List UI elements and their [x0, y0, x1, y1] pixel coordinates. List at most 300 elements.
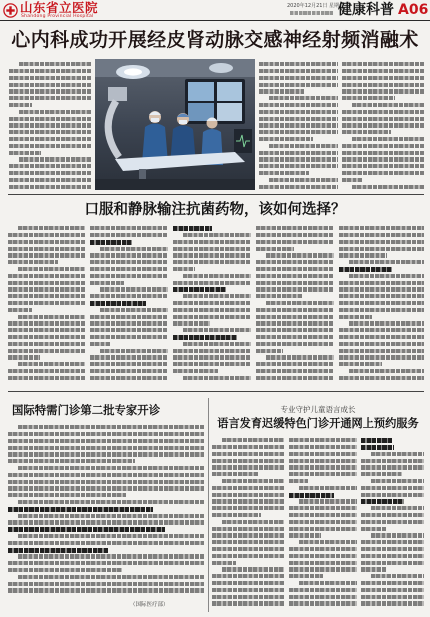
subheading-line [8, 548, 108, 553]
text-line [339, 349, 424, 353]
text-line [8, 486, 204, 490]
subheading-line [361, 445, 394, 450]
text-line [212, 465, 284, 469]
text-line [256, 294, 303, 298]
text-line [342, 171, 424, 175]
subheading-line [289, 493, 334, 498]
text-line [212, 506, 284, 510]
text-line [90, 362, 168, 366]
text-line [90, 369, 168, 373]
text-line [256, 335, 334, 339]
text-line [9, 130, 91, 134]
text-line [90, 226, 168, 230]
text-line [212, 588, 284, 592]
text-line [259, 89, 304, 93]
article-divider [8, 391, 424, 392]
text-line [8, 369, 85, 373]
text-line [342, 76, 424, 80]
text-line [361, 465, 424, 469]
text-line [90, 335, 168, 339]
text-line [222, 520, 284, 524]
text-line [259, 117, 338, 121]
text-line [9, 178, 91, 182]
text-line [8, 520, 204, 524]
text-line [9, 123, 91, 127]
text-line [361, 540, 424, 544]
article-rdn-headline: 心内科成功开展经皮肾动脉交感神经射频消融术 [11, 29, 419, 51]
text-line [173, 253, 251, 257]
c-arm-head [108, 87, 127, 101]
article-antibiotics-body-column [256, 225, 334, 387]
subheading-line [173, 226, 212, 231]
text-line [259, 151, 338, 155]
text-line [212, 486, 284, 490]
text-line [361, 520, 424, 524]
text-line [289, 445, 357, 449]
text-line [266, 253, 334, 257]
text-line [212, 452, 284, 456]
article-language-clinic-kicker: 专业守护儿童语言成长 [280, 405, 356, 414]
text-line [361, 486, 424, 490]
floor [95, 179, 255, 190]
text-line [289, 567, 357, 571]
text-line [90, 355, 168, 359]
text-line [100, 308, 168, 312]
subheading-line [173, 287, 226, 292]
text-line [183, 274, 251, 278]
text-line [361, 493, 424, 497]
text-line [299, 581, 357, 585]
text-line [19, 62, 91, 66]
text-line [361, 527, 386, 531]
text-line [256, 362, 334, 366]
text-line [361, 547, 424, 551]
text-line [212, 527, 284, 531]
text-line [212, 581, 284, 585]
text-line [371, 533, 424, 537]
subheading-line [90, 240, 132, 245]
text-line [259, 69, 338, 73]
text-line [90, 260, 168, 264]
text-line [352, 185, 424, 189]
text-line [256, 247, 294, 251]
doctor-mask [179, 120, 187, 124]
text-line [8, 260, 58, 264]
text-line [299, 499, 357, 503]
text-line [8, 301, 85, 305]
issue-date: 2020年12月21日 星期一 [287, 3, 345, 9]
text-line [18, 575, 204, 579]
text-line [349, 274, 424, 278]
text-line [18, 514, 204, 518]
article-antibiotics-body-column [8, 225, 85, 387]
text-line [8, 294, 85, 298]
article-language-clinic-headline: 语言发育迟缓特色门诊开通网上预约服务 [217, 417, 419, 430]
text-line [269, 144, 338, 148]
article-international-clinic-headline: 国际特需门诊第二批专家开诊 [12, 403, 161, 417]
article-divider [8, 194, 424, 195]
text-line [339, 362, 382, 366]
text-line [9, 76, 91, 80]
text-line [339, 301, 424, 305]
text-line [8, 452, 204, 456]
text-line [256, 233, 334, 237]
text-line [339, 281, 424, 285]
text-line [173, 240, 251, 244]
text-line [212, 554, 284, 558]
subheading-line [90, 301, 146, 306]
text-line [361, 554, 424, 558]
text-line [349, 369, 424, 373]
text-line [8, 253, 85, 257]
text-line [289, 438, 357, 442]
text-line [8, 281, 85, 285]
text-line [90, 315, 168, 319]
text-line [19, 157, 91, 161]
column-divider [208, 398, 209, 612]
text-line [289, 465, 357, 469]
text-line [18, 362, 85, 366]
text-line [212, 547, 284, 551]
text-line [289, 459, 357, 463]
article-antibiotics-body-column [90, 225, 168, 387]
text-line [259, 164, 338, 168]
text-line [222, 479, 284, 483]
text-line [289, 520, 357, 524]
article-rdn-body-column [342, 61, 424, 191]
text-line [371, 452, 424, 456]
text-line [342, 164, 424, 168]
text-line [289, 533, 321, 537]
text-line [9, 89, 91, 93]
text-line [8, 349, 85, 353]
editor-line [290, 11, 334, 15]
text-line [339, 253, 387, 257]
text-line [8, 308, 32, 312]
text-line [100, 287, 168, 291]
text-line [339, 328, 424, 332]
text-line [339, 233, 424, 237]
text-line [90, 267, 168, 271]
text-line [9, 171, 91, 175]
article-language-clinic-body-column [361, 437, 424, 609]
text-line [90, 281, 124, 285]
text-line [173, 260, 251, 264]
text-line [259, 185, 338, 189]
text-line [361, 595, 424, 599]
text-line [342, 123, 424, 127]
text-line [90, 233, 168, 237]
text-line [342, 110, 424, 114]
subheading-line [173, 335, 237, 340]
hospital-logo-icon [3, 3, 18, 18]
monitor-screen [188, 82, 214, 101]
text-line [259, 103, 338, 107]
photo-background [95, 59, 255, 190]
text-line [173, 362, 251, 366]
text-line [183, 233, 251, 237]
text-line [289, 472, 357, 476]
text-line [212, 493, 284, 497]
text-line [352, 137, 424, 141]
text-line [212, 595, 284, 599]
text-line [269, 96, 338, 100]
text-line [299, 486, 357, 490]
text-line [256, 328, 334, 332]
text-line [256, 226, 334, 230]
text-line [256, 315, 334, 319]
text-line [361, 567, 387, 571]
text-line [173, 267, 195, 271]
text-line [9, 117, 91, 121]
text-line [173, 321, 210, 325]
logo-cross-horizontal [6, 9, 14, 11]
text-line [256, 267, 334, 271]
text-line [289, 506, 357, 510]
header-rule [0, 20, 430, 21]
text-line [212, 472, 259, 476]
text-line [173, 355, 251, 359]
subheading-line [361, 499, 404, 504]
text-line [361, 581, 424, 585]
text-line [342, 151, 424, 155]
text-line [256, 287, 334, 291]
text-line [342, 157, 424, 161]
text-line [259, 62, 338, 66]
article-rdn-body-column [259, 61, 338, 191]
text-line [256, 376, 334, 380]
text-line [342, 130, 391, 134]
text-line [9, 96, 91, 100]
text-line [18, 267, 85, 271]
text-line [8, 568, 122, 572]
text-line [212, 459, 284, 463]
monitor-screen [217, 103, 242, 121]
text-line [8, 446, 204, 450]
article-language-clinic-body-column [289, 437, 357, 609]
text-line [299, 540, 357, 544]
text-line [8, 541, 204, 545]
text-line [8, 582, 204, 586]
text-line [173, 315, 251, 319]
text-line [339, 226, 424, 230]
text-line [212, 540, 284, 544]
text-line [339, 335, 424, 339]
text-line [212, 574, 284, 578]
text-line [342, 89, 424, 93]
subheading-line [8, 527, 165, 532]
text-line [173, 308, 251, 312]
text-line [8, 355, 40, 359]
text-line [342, 62, 424, 66]
text-line [18, 226, 85, 230]
ceiling-light-core [124, 68, 142, 75]
text-line [8, 247, 85, 251]
text-line [361, 601, 424, 605]
text-line [100, 247, 168, 251]
text-line [8, 473, 204, 477]
text-line [9, 69, 91, 73]
monitor-screen [217, 82, 242, 101]
text-line [342, 178, 363, 182]
text-line [342, 96, 395, 100]
text-line [342, 83, 424, 87]
text-line [8, 287, 85, 291]
text-line [259, 83, 338, 87]
text-line [183, 328, 251, 332]
text-line [8, 432, 204, 436]
text-line [90, 376, 168, 380]
text-line [212, 533, 284, 537]
text-line [212, 561, 236, 565]
text-line [18, 466, 204, 470]
text-line [269, 178, 338, 182]
text-line [339, 342, 424, 346]
text-line [9, 137, 91, 141]
text-line [9, 144, 91, 148]
text-line [173, 369, 218, 373]
text-line [18, 534, 204, 538]
text-line [8, 376, 85, 380]
text-line [266, 301, 334, 305]
text-line [259, 76, 338, 80]
text-line [339, 355, 424, 359]
article-antibiotics-body-column [339, 225, 424, 387]
text-line [8, 328, 85, 332]
text-line [100, 349, 168, 353]
text-line [9, 185, 91, 189]
text-line [212, 499, 284, 503]
article-international-clinic-body [8, 424, 204, 598]
text-line [289, 574, 323, 578]
text-line [8, 493, 126, 497]
text-line [259, 130, 338, 134]
text-line [19, 110, 91, 114]
text-line [289, 595, 357, 599]
text-line [256, 321, 334, 325]
text-line [371, 574, 424, 578]
text-line [212, 445, 284, 449]
text-line [289, 527, 357, 531]
text-line [9, 164, 91, 168]
hospital-name: 山东省立医院 [20, 0, 99, 15]
text-line [90, 328, 168, 332]
text-line [349, 321, 424, 325]
text-line [361, 561, 424, 565]
text-line [90, 294, 168, 298]
text-line [8, 561, 204, 565]
text-line [212, 513, 261, 517]
text-line [18, 554, 204, 558]
text-line [8, 321, 85, 325]
text-line [8, 335, 85, 339]
text-line [256, 281, 334, 285]
text-line [173, 349, 251, 353]
text-line [339, 287, 424, 291]
text-line [256, 260, 334, 264]
article-antibiotics-headline: 口服和静脉输注抗菌药物，该如何选择？ [84, 202, 346, 218]
text-line [173, 281, 251, 285]
ceiling-light [209, 63, 233, 73]
text-line [90, 342, 110, 346]
text-line [256, 342, 334, 346]
text-line [256, 369, 334, 373]
text-line [183, 342, 251, 346]
text-line [289, 513, 357, 517]
article-language-clinic-body-column [212, 437, 284, 609]
text-line [8, 480, 204, 484]
text-line [289, 452, 357, 456]
operating-room-photo [95, 59, 255, 190]
text-line [259, 123, 338, 127]
text-line [349, 260, 424, 264]
doctor-mask [151, 118, 159, 122]
text-line [289, 547, 357, 551]
text-line [18, 315, 85, 319]
text-line [18, 500, 204, 504]
text-line [266, 355, 334, 359]
text-line [90, 253, 168, 257]
text-line [9, 83, 91, 87]
text-line [173, 301, 251, 305]
article-international-clinic-byline: （国际医疗部） [130, 602, 169, 608]
text-line [90, 274, 168, 278]
text-line [342, 117, 424, 121]
text-line [8, 439, 204, 443]
text-line [259, 137, 313, 141]
text-line [289, 588, 357, 592]
text-line [289, 561, 357, 565]
text-line [90, 321, 168, 325]
text-line [256, 274, 334, 278]
text-line [289, 479, 308, 483]
subheading-line [361, 438, 393, 443]
text-line [18, 425, 204, 429]
text-line [183, 376, 251, 380]
article-antibiotics-body-column [173, 225, 251, 387]
text-line [361, 459, 424, 463]
text-line [212, 601, 284, 605]
text-line [256, 308, 334, 312]
text-line [339, 294, 424, 298]
text-line [8, 274, 85, 278]
text-line [256, 240, 334, 244]
subheading-line [339, 267, 392, 272]
text-line [371, 479, 424, 483]
page-number: A06 [398, 2, 429, 18]
hospital-name-english: Shandong Provincial Hospital [21, 14, 94, 19]
text-line [339, 308, 424, 312]
text-line [352, 103, 424, 107]
text-line [289, 601, 357, 605]
subheading-line [8, 507, 153, 512]
text-line [183, 294, 251, 298]
text-line [9, 103, 32, 107]
text-line [339, 315, 372, 319]
text-line [173, 247, 251, 251]
text-line [256, 349, 283, 353]
text-line [8, 588, 204, 592]
text-line [339, 376, 424, 380]
text-line [8, 240, 85, 244]
text-line [371, 506, 424, 510]
text-line [222, 438, 284, 442]
text-line [361, 588, 424, 592]
text-line [361, 513, 424, 517]
article-rdn-body-column [9, 61, 91, 191]
text-line [289, 554, 357, 558]
text-line [361, 472, 402, 476]
